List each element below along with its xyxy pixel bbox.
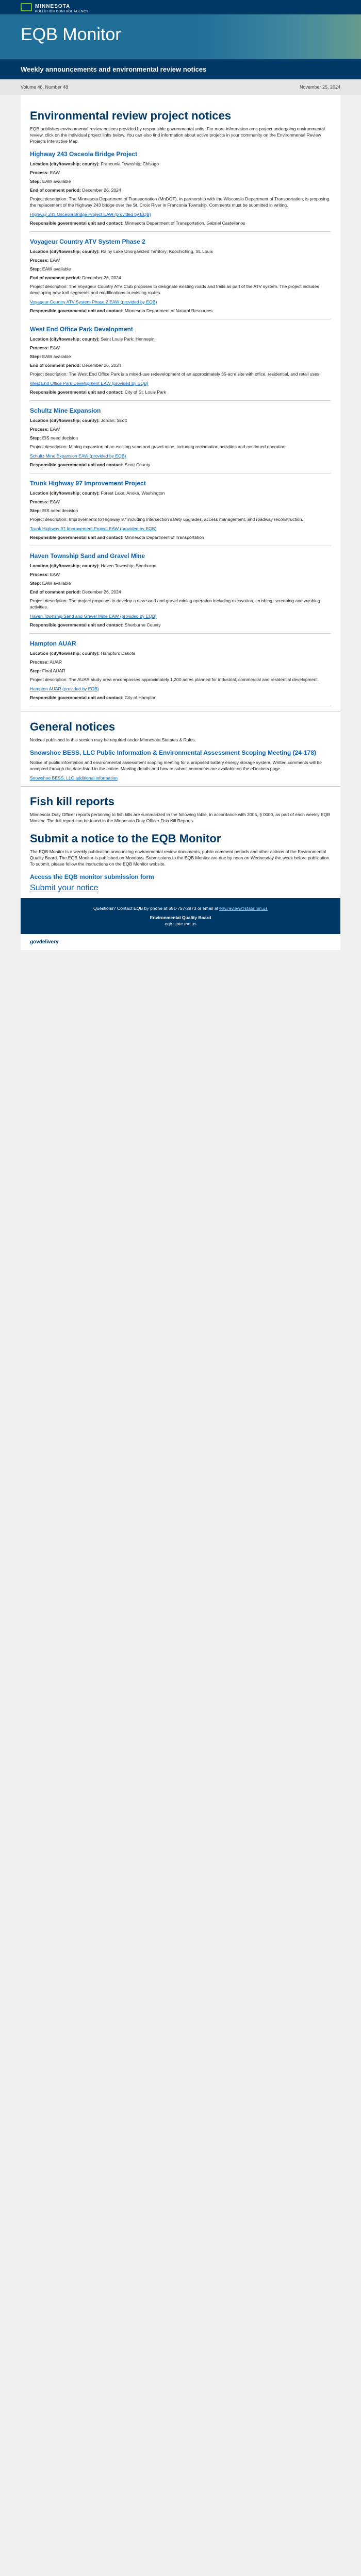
field-value: EAW available [42,581,71,586]
project-item [30,480,331,546]
responsible-value: City of St. Louis Park [124,389,167,395]
logo-text: MINNESOTA [35,4,71,9]
responsible-value: Minnesota Department of Transportation [124,535,204,540]
responsible-label: Responsible governmental unit and contact: [30,389,125,395]
project-responsible [30,622,331,628]
submit-notice-link[interactable]: Submit your notice [30,884,99,892]
responsible-value: Minnesota Department of Transportation, Gabriel Castellanos [124,221,245,226]
project-link[interactable]: Highway 243 Osceola Bridge Project EAW (provided by EQB) [30,212,151,217]
section-intro: Notices published in this section may be required under Minnesota Statutes & Rules. [30,737,196,742]
field-value: EIS need decision [42,435,78,440]
footer-email-link[interactable]: env.review@state.mn.us [219,906,268,911]
field-label: End of comment period: [30,363,81,368]
field-value: EAW [50,427,60,432]
project-description: Project description: Mining expansion of an existing sand and gravel mine, including reclamation activities and continued operation. [30,444,287,449]
divider [21,786,340,787]
field-value: Final AUAR [42,668,65,673]
project-responsible [30,534,331,540]
project-field [30,668,331,674]
issue-volume: Volume 48, Number 48 [21,84,69,90]
field-label: Process: [30,427,49,432]
field-value: EAW available [42,354,71,359]
footer-container [21,898,340,950]
project-field [30,353,331,360]
project-link[interactable]: Schultz Mine Expansion EAW (provided by EQB) [30,453,126,459]
project-link[interactable]: Voyageur Country ATV System Phase 2 EAW (provided by EQB) [30,299,157,304]
project-field [30,178,331,184]
top-brand-bar [0,0,361,14]
project-description: Project description: Improvements to Highway 97 including intersection safety upgrades, access management, and roadway reconstruction. [30,517,303,522]
project-link-row [30,686,331,692]
project-field [30,345,331,351]
project-list [30,150,331,706]
section-intro: EQB publishes environmental review notices provided by responsible governmental units. For more information on a project undergoing environmental review, click on the individual project links below. You can also find information about active projects in your community on the Environmental Review Projects Interactive Map. [30,126,325,144]
field-value: EAW [50,572,60,577]
project-field [30,507,331,514]
subtitle-bar [0,59,361,79]
project-link[interactable]: Trunk Highway 97 Improvement Project EAW (provided by EQB) [30,526,157,531]
project-field [30,417,331,423]
project-title[interactable]: Voyageur Country ATV System Phase 2 [30,238,145,245]
field-label: End of comment period: [30,275,81,280]
notice-title[interactable]: Snowshoe BESS, LLC Public Information & Environmental Assessment Scoping Meeting (24-178) [30,749,316,756]
field-value: Rainy Lake Unorganized Territory; Koochiching, St. Louis [101,249,213,254]
content-container [21,95,340,898]
field-label: Location (city/township; county): [30,651,100,656]
issue-meta [0,79,361,95]
divider [30,400,331,401]
responsible-label: Responsible governmental unit and contact: [30,535,125,540]
general-notice-list [30,749,331,781]
field-label: Process: [30,345,49,350]
project-field [30,266,331,272]
responsible-value: Minnesota Department of Natural Resources [124,308,212,313]
field-value: EAW [50,345,60,350]
responsible-value: Sherburne County [124,622,161,628]
project-responsible [30,220,331,226]
field-value: December 26, 2024 [82,188,121,193]
responsible-label: Responsible governmental unit and contact: [30,622,125,628]
footer [21,898,340,934]
project-responsible [30,389,331,395]
project-field [30,336,331,342]
project-title[interactable]: West End Office Park Development [30,326,133,333]
project-field [30,170,331,176]
project-field [30,257,331,263]
project-item [30,150,331,232]
project-link-row [30,299,331,305]
field-label: Step: [30,581,41,586]
project-field [30,275,331,281]
field-value: Haven Township; Sherburne [101,563,157,568]
archive-title: Access the EQB monitor submission form [30,873,154,880]
project-field [30,426,331,432]
project-responsible [30,694,331,701]
field-value: Forest Lake; Anoka, Washington [101,490,165,496]
field-label: End of comment period: [30,589,81,595]
page-subtitle: Weekly announcements and environmental review notices [21,65,207,73]
project-title[interactable]: Highway 243 Osceola Bridge Project [30,150,138,158]
responsible-value: City of Hampton [124,695,157,700]
field-value: EAW [50,258,60,263]
notice-link[interactable]: Snowshoe BESS, LLC additional information [30,775,118,781]
project-field [30,435,331,441]
project-link-row [30,380,331,386]
field-label: Process: [30,659,49,665]
field-label: Step: [30,354,41,359]
project-description: Project description: The West End Office Park is a mixed-use redevelopment of an approximately 35-acre site with office, residential, and retail uses. [30,371,321,377]
project-field [30,248,331,255]
field-value: EAW available [42,266,71,272]
fish-kill-section [21,795,340,824]
submit-section [21,832,340,867]
project-item [30,552,331,634]
field-label: Process: [30,258,49,263]
project-field [30,571,331,578]
field-label: Step: [30,668,41,673]
responsible-value: Scott County [124,462,151,467]
project-title[interactable]: Hampton AUAR [30,640,76,647]
project-field [30,490,331,496]
responsible-label: Responsible governmental unit and contact: [30,308,125,313]
project-field [30,187,331,193]
project-link-row [30,453,331,459]
project-item [30,640,331,706]
footer-site: eqb.state.mn.us [165,921,196,926]
field-value: December 26, 2024 [82,363,121,368]
field-value: Hampton; Dakota [101,651,136,656]
field-label: Location (city/township; county): [30,161,100,166]
project-title[interactable]: Schultz Mine Expansion [30,407,101,414]
project-field [30,161,331,167]
project-responsible [30,462,331,468]
project-item [30,407,331,473]
section-title: General notices [30,720,116,733]
field-value: AUAR [50,659,62,665]
divider [21,711,340,712]
responsible-label: Responsible governmental unit and contact: [30,462,125,467]
field-label: Process: [30,499,49,504]
project-field [30,589,331,595]
section-title: Submit a notice to the EQB Monitor [30,832,221,845]
footer-bottom [21,934,340,950]
issue-date: November 25, 2024 [299,84,340,90]
field-value: EIS need decision [42,508,78,513]
field-label: Step: [30,435,41,440]
field-label: Step: [30,508,41,513]
field-value: EAW available [42,179,71,184]
page-title: EQB Monitor [21,25,121,44]
state-logo-icon [21,3,32,11]
project-link[interactable]: Hampton AUAR (provided by EQB) [30,686,99,691]
section-body: Minnesota Duty Officer reports pertaining to fish kills are summarized in the following table, in accordance with 2005, § 0000, as part of each weekly EQB Monitor. The full report can be found in the Minnesota Duty Officer Fish Kill Reports. [30,812,331,823]
field-label: Step: [30,266,41,272]
field-value: EAW [50,170,60,175]
project-field [30,650,331,656]
govdelivery-logo: govdelivery [30,939,59,945]
project-field [30,563,331,569]
hero-banner [0,14,361,59]
field-value: EAW [50,499,60,504]
project-link-row [30,613,331,619]
field-label: Location (city/township; county): [30,336,100,342]
project-link[interactable]: Haven Township Sand and Gravel Mine EAW (provided by EQB) [30,614,157,619]
project-field [30,362,331,368]
project-title[interactable]: Haven Township Sand and Gravel Mine [30,552,145,560]
logo-subtext: POLLUTION CONTROL AGENCY [35,10,89,13]
general-section [21,720,340,781]
project-title[interactable]: Trunk Highway 97 Improvement Project [30,480,146,487]
section-title: Environmental review project notices [30,109,232,122]
field-value: Jordan; Scott [101,418,127,423]
project-item [30,326,331,401]
field-label: Location (city/township; county): [30,563,100,568]
project-description: Project description: The Minnesota Department of Transportation (MnDOT), in partnership with the Wisconsin Department of Transportation, is proposing the replacement of the Highway 243 bridge over the St. Croix River in Franconia Township. Comments must be submitted in writing. [30,196,330,208]
project-field [30,580,331,586]
section-body: The EQB Monitor is a weekly publication announcing environmental review documents, public comment periods and other actions of the Environmental Quality Board. The EQB Monitor is published on Mondays. Submissions to the EQB Monitor are due by noon on Wednesday the week before publication. To submit, please follow the instructions on the EQB Monitor website. [30,849,331,867]
archive-section [21,873,340,893]
field-label: Process: [30,170,49,175]
field-label: End of comment period: [30,188,81,193]
project-description: Project description: The project proposes to develop a new sand and gravel mining operation including excavation, crushing, screening and washing activities. [30,598,320,609]
project-item [30,238,331,319]
project-field [30,659,331,665]
field-label: Location (city/township; county): [30,490,100,496]
divider [30,633,331,634]
footer-org: Environmental Quality Board [150,915,211,920]
field-value: Franconia Township; Chisago [101,161,159,166]
project-link-row [30,211,331,217]
field-value: December 26, 2024 [82,589,121,595]
project-description: Project description: The Voyageur Country ATV Club proposes to designate existing roads and trails as part of the ATV system. The project includes developing new trail segments and modifications to existing routes. [30,284,319,295]
footer-contact: Questions? Contact EQB by phone at 651-757-2873 or email at [93,906,218,911]
project-description: Project description: The AUAR study area encompasses approximately 1,200 acres planned for industrial, commercial and residential development. [30,677,319,682]
mpca-logo [21,1,88,13]
field-value: Saint Louis Park; Hennepin [101,336,155,342]
field-label: Step: [30,179,41,184]
project-field [30,499,331,505]
divider [30,231,331,232]
notice-link-row [30,775,331,781]
project-responsible [30,308,331,314]
environmental-section [21,109,340,706]
general-notice [30,749,331,781]
responsible-label: Responsible governmental unit and contact: [30,221,125,226]
project-link[interactable]: West End Office Park Development EAW (provided by EQB) [30,381,149,386]
field-label: Process: [30,572,49,577]
field-label: Location (city/township; county): [30,249,100,254]
notice-body: Notice of public information and environmental assessment scoping meeting for a proposed battery energy storage system. Written comments will be accepted through the date listed in the notice. Meeting details and how to submit comments are available on the eDockets page. [30,760,322,771]
responsible-label: Responsible governmental unit and contact: [30,695,125,700]
field-value: December 26, 2024 [82,275,121,280]
field-label: Location (city/township; county): [30,418,100,423]
project-link-row [30,526,331,532]
section-title: Fish kill reports [30,795,114,808]
